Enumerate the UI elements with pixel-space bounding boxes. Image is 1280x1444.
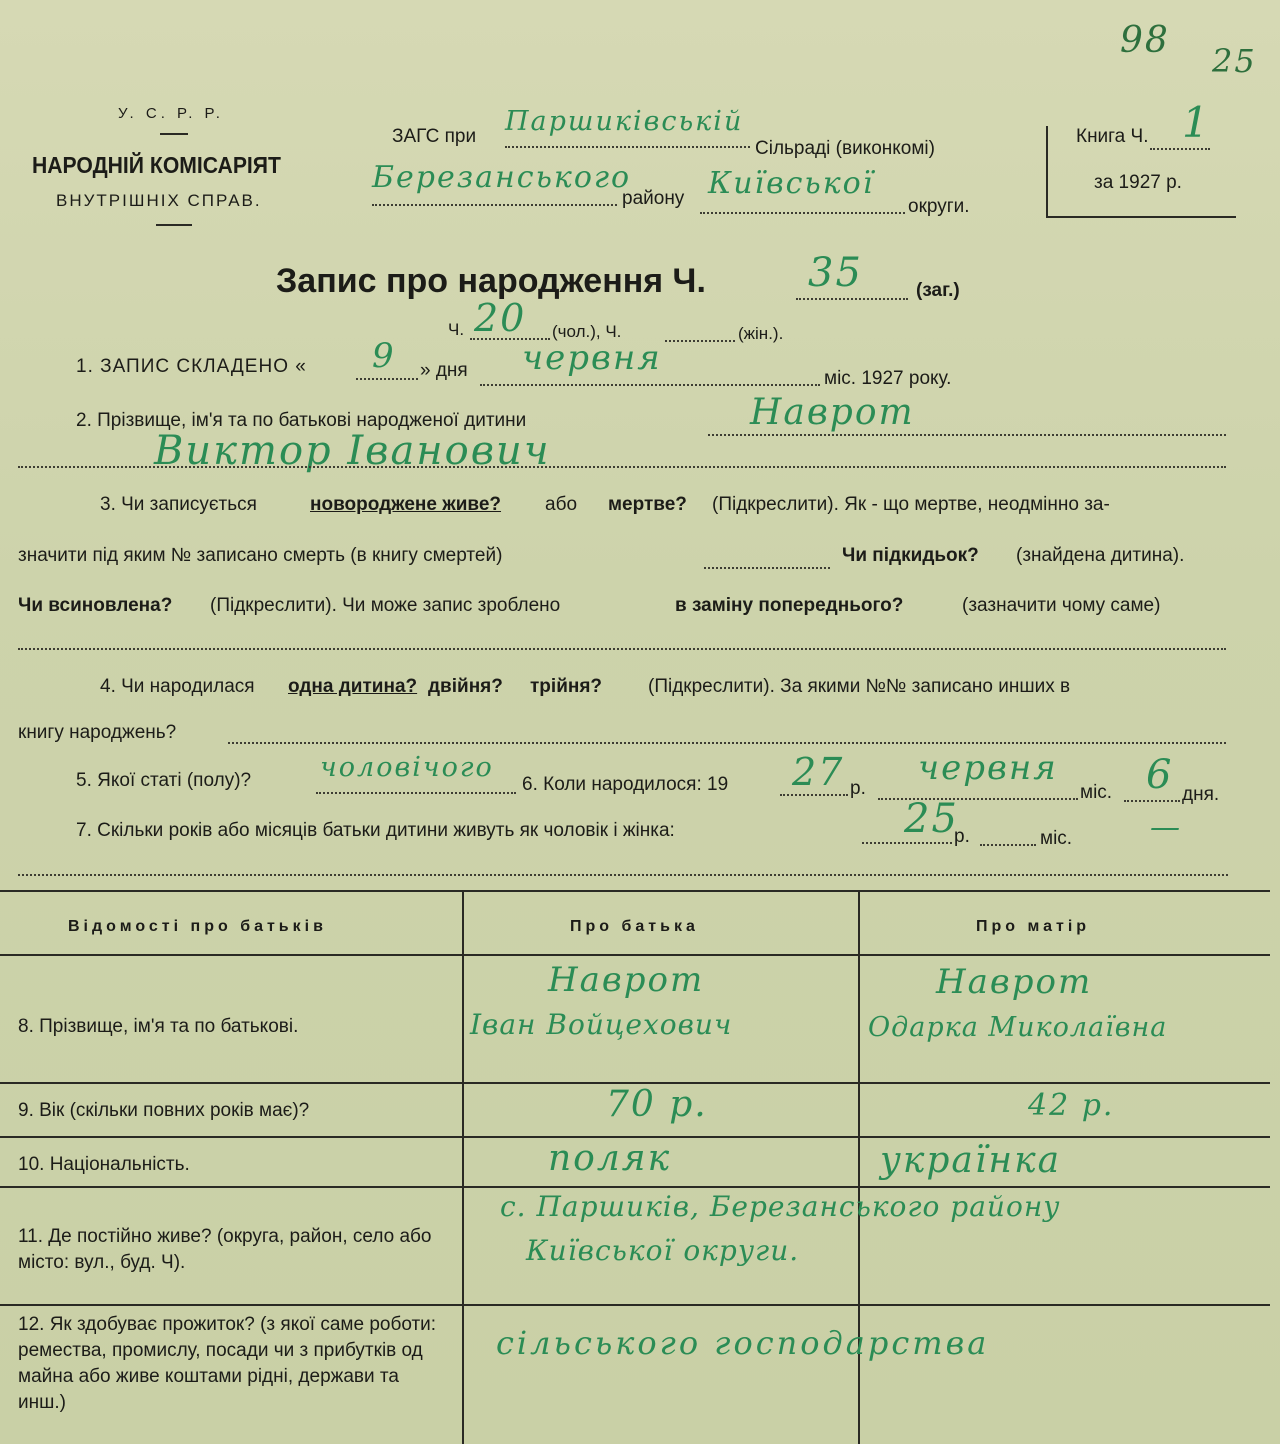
book-number: 1 [1182,98,1211,147]
item3-l2-a: значити під яким № записано смерть (в книгу смертей) [18,545,503,566]
item3-l2-c: (знайдена дитина). [1016,545,1185,566]
item2-label: 2. Прізвище, ім'я та по батькові народженої дитини [76,410,527,431]
record-number: 35 [808,250,863,296]
item3-l3-b: (Підкреслити). Чи може запис зроблено [210,595,561,616]
item3-l1-a: 3. Чи записується [100,494,257,515]
father-name: Іван Войцехович [470,1008,733,1041]
zags-okrug-label: округи. [908,196,970,217]
item3-l3-d: (зазначити чому саме) [962,595,1161,616]
header-ministry: НАРОДНІЙ КОМІСАРІЯТ [32,152,281,178]
male-count: 20 [474,296,527,340]
item4-single: одна дитина? [288,676,418,697]
row12-label: 12. Як здобуває прожиток? (з якої саме роботи: ремества, промислу, посади чи з прибутків од майна або живе коштами рідні, держави та инш.) [18,1314,437,1413]
occupation: сільського господарства [496,1324,990,1362]
item5-label: 5. Якої статі (полу)? [76,770,252,791]
residence-line2: Київської округи. [526,1234,800,1267]
item4-l1-e: (Підкреслити). За якими №№ записано инших в [648,676,1071,697]
book-label: Книга Ч. [1076,126,1149,147]
header-republic: У. С. Р. Р. [118,105,224,122]
mother-name: Одарка Миколаївна [868,1012,1168,1043]
header-department: ВНУТРІШНІХ СПРАВ. [56,191,262,210]
table-header-mother: Про матір [976,918,1091,935]
item6-r: р. [850,778,866,799]
record-suffix: (заг.) [916,280,960,301]
male-label: (чол.), Ч. [552,322,622,341]
item7-mis: міс. [1040,828,1073,849]
child-sex: чоловічого [320,752,494,783]
ch-prefix: Ч. [448,320,465,339]
marriage-years: 25 [904,796,959,842]
item6-dnia: дня. [1182,784,1220,805]
zags-district: Березанського [372,160,632,195]
item3-l1-e: (Підкреслити). Як - що мертве, неодмінно за- [712,494,1110,515]
item3-alive: новороджене живе? [310,494,502,515]
item4-triplets: трійня? [530,676,603,697]
father-surname: Наврот [548,960,705,1000]
item3-l1-c: або [545,494,578,515]
residence-line1: с. Паршиків, Березанського району [500,1190,1061,1223]
table-header-father: Про батька [570,918,699,935]
zags-village: Паршиківській [505,106,744,137]
item3-adopted: Чи всиновлена? [18,595,173,616]
father-nationality: поляк [548,1138,672,1179]
father-age: 70 р. [606,1084,708,1125]
item3-replacement: в заміну попереднього? [675,595,904,616]
child-surname: Наврот [750,392,915,433]
item6-mis: міс. [1080,782,1113,803]
zags-prefix: ЗАГС при [392,126,477,147]
zags-okrug: Київської [708,166,875,201]
item4-l1-a: 4. Чи народилася [100,676,255,697]
item7-label: 7. Скільки років або місяців батьки дитини живуть як чоловік і жінка: [76,820,675,841]
item4-twins: двійня? [428,676,503,697]
item3-dead: мертве? [608,494,687,515]
item7-r: р. [954,826,970,847]
child-name: Виктор Іванович [154,428,551,474]
marriage-months: — [1150,810,1182,845]
item3-foundling: Чи підкидьок? [842,545,979,566]
item1-label: 1. ЗАПИС СКЛАДЕНО « [76,356,307,377]
birth-month: червня [918,748,1058,788]
mother-age: 42 р. [1028,1088,1115,1123]
birth-year: 27 [792,750,845,794]
table-top-border [0,890,1270,892]
item6-label: 6. Коли народилося: 19 [522,774,729,795]
item4-l2: книгу народжень? [18,722,177,743]
archive-page-number: 98 [1120,20,1170,61]
book-year: за 1927 р. [1094,172,1182,193]
item1-mid: » дня [420,360,468,381]
mother-nationality: українка [880,1140,1062,1181]
archive-mark: 25 [1212,42,1257,80]
birth-day: 6 [1146,752,1174,798]
mother-surname: Наврот [936,962,1093,1002]
table-header-info: Відомості про батьків [68,918,327,935]
row8-label: 8. Прізвище, ім'я та по батькові. [18,1016,299,1037]
zags-council: Сільраді (виконкомі) [755,138,935,159]
record-day: 9 [372,336,396,376]
record-month: червня [522,338,662,378]
zags-district-label: району [622,188,685,209]
female-label: (жін.). [738,324,784,343]
row11-label: 11. Де постійно живе? (округа, район, село або місто: вул., буд. Ч). [18,1226,432,1273]
row10-label: 10. Національність. [18,1154,190,1175]
record-title: Запис про народження Ч. [276,262,706,300]
item1-end: міс. 1927 року. [824,368,952,389]
row9-label: 9. Вік (скільки повних років має)? [18,1100,310,1121]
